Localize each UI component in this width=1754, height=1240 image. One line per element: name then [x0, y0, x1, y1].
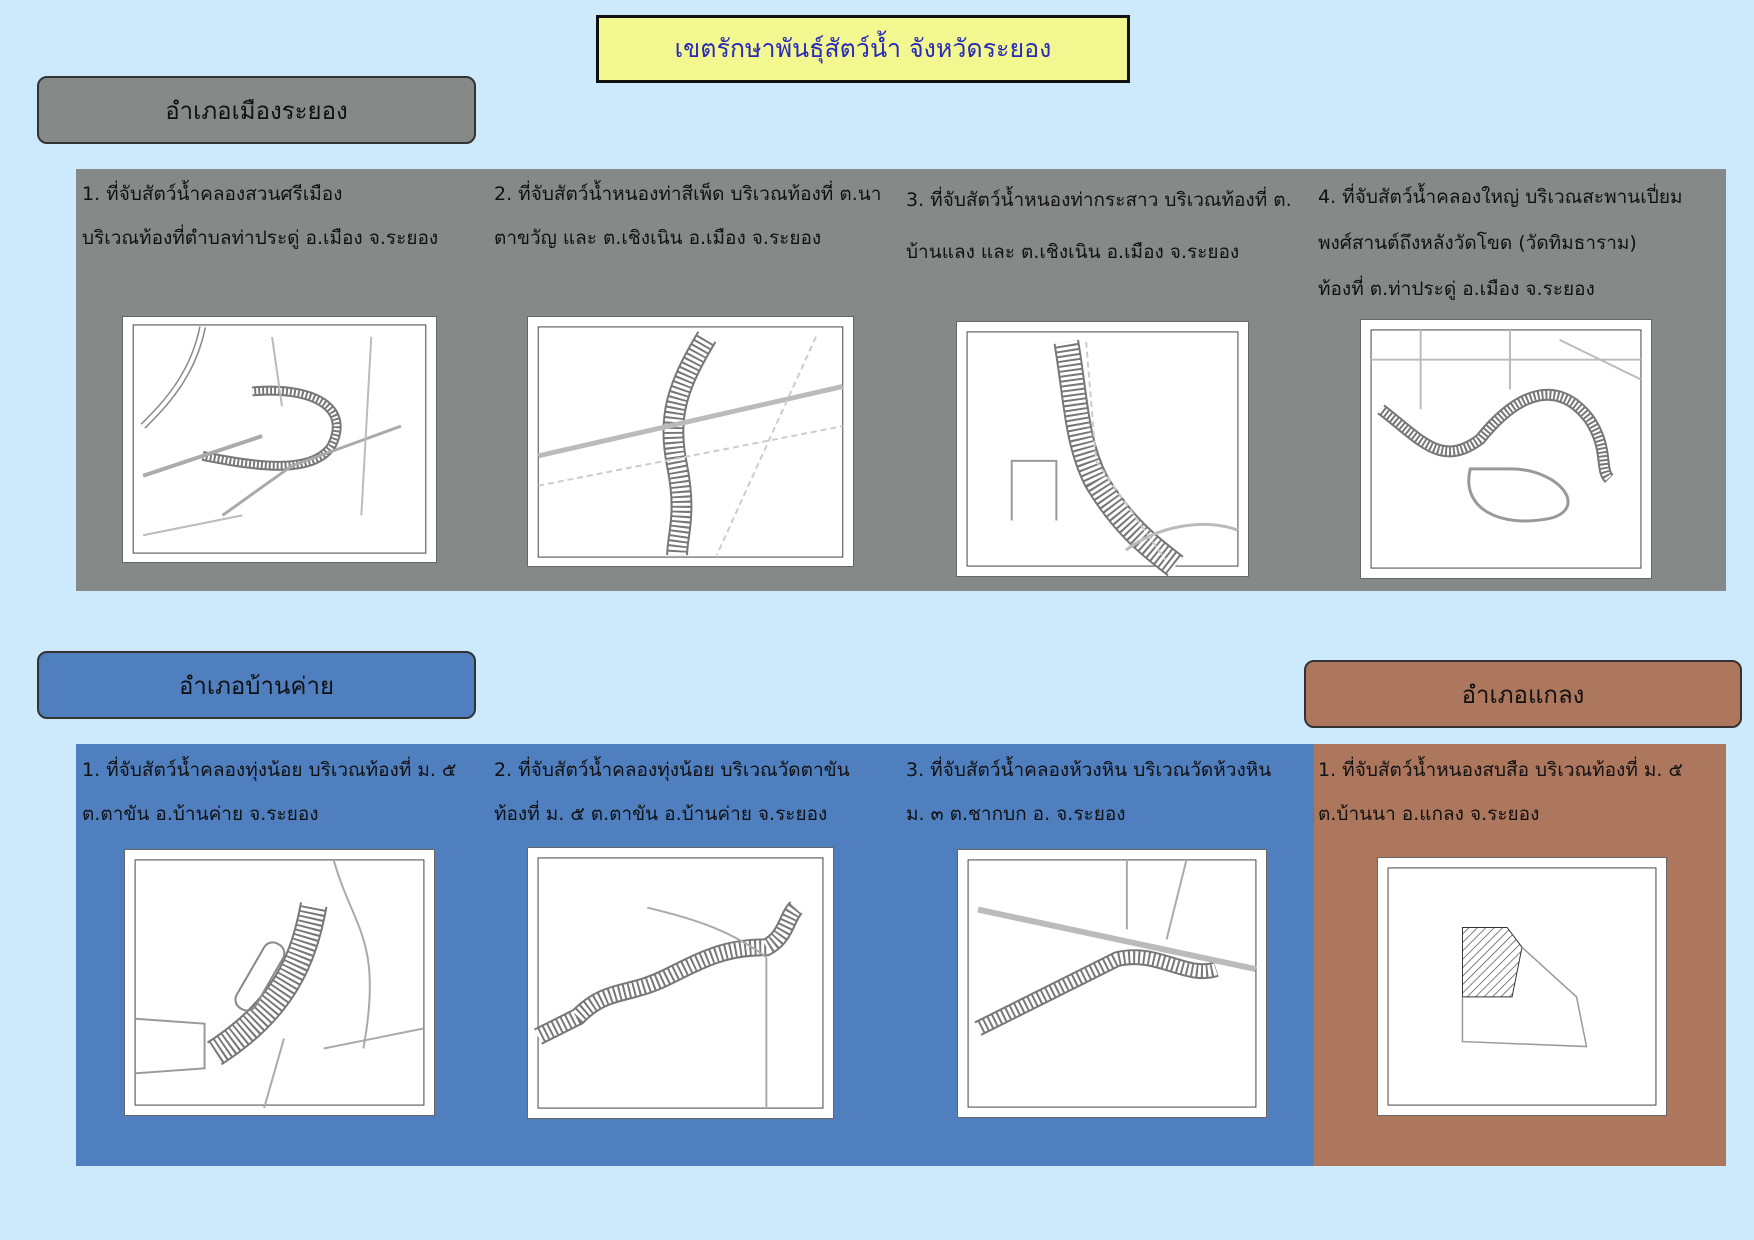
map-drawing: [1361, 320, 1651, 578]
map-klaeng-1: [1377, 857, 1667, 1116]
map-muang-1: [122, 316, 437, 563]
klaeng-item-1: [1318, 748, 1683, 836]
bankhai-item-2: [494, 748, 850, 836]
muang-item-4: [1318, 174, 1682, 312]
map-bankhai-2: [527, 847, 834, 1119]
map-drawing: [123, 317, 436, 562]
item-line: ต.ตาขัน อ.บ้านค่าย จ.ระยอง: [82, 803, 319, 825]
item-line: ตาขวัญ และ ต.เชิงเนิน อ.เมือง จ.ระยอง: [494, 227, 822, 249]
item-line: ท้องที่ ม. ๕ ต.ตาขัน อ.บ้านค่าย จ.ระยอง: [494, 803, 828, 825]
item-line: 1. ที่จับสัตว์น้ำหนองสบสือ บริเวณท้องที่ ม. ๕: [1318, 759, 1683, 781]
map-bankhai-3: [957, 849, 1267, 1118]
muang-item-1: [82, 172, 438, 260]
district-label-bankhai: อำเภอบ้านค่าย: [37, 651, 476, 719]
district-label-muang: อำเภอเมืองระยอง: [37, 76, 476, 144]
item-line: 3. ที่จับสัตว์น้ำคลองห้วงหิน บริเวณวัดห้วงหิน: [906, 759, 1272, 781]
map-bankhai-1: [124, 849, 435, 1116]
bankhai-item-1: [82, 748, 456, 836]
item-line: บริเวณท้องที่ตำบลท่าประดู่ อ.เมือง จ.ระยอง: [82, 227, 439, 249]
item-line: 1. ที่จับสัตว์น้ำคลองสวนศรีเมือง: [82, 183, 343, 205]
map-drawing: [125, 850, 434, 1115]
item-line: 2. ที่จับสัตว์น้ำคลองทุ่งน้อย บริเวณวัดตาขัน: [494, 759, 850, 781]
page-title: เขตรักษาพันธุ์สัตว์น้ำ จังหวัดระยอง: [596, 15, 1130, 83]
map-muang-3: [956, 321, 1249, 577]
map-drawing: [528, 848, 833, 1118]
item-line: พงศ์สานต์ถึงหลังวัดโขด (วัดทิมธาราม): [1318, 232, 1637, 254]
item-line: 4. ที่จับสัตว์น้ำคลองใหญ่ บริเวณสะพานเปี่ยม: [1318, 186, 1683, 208]
map-drawing: [528, 317, 853, 566]
map-drawing: [1378, 858, 1666, 1115]
item-line: บ้านแลง และ ต.เชิงเนิน อ.เมือง จ.ระยอง: [906, 241, 1240, 263]
item-line: ท้องที่ ต.ท่าประดู่ อ.เมือง จ.ระยอง: [1318, 278, 1595, 300]
item-line: 1. ที่จับสัตว์น้ำคลองทุ่งน้อย บริเวณท้องที่ ม. ๕: [82, 759, 457, 781]
item-line: ต.บ้านนา อ.แกลง จ.ระยอง: [1318, 803, 1540, 825]
district-label-klaeng: อำเภอแกลง: [1304, 660, 1742, 728]
map-muang-2: [527, 316, 854, 567]
muang-item-3: [906, 174, 1292, 278]
map-drawing: [957, 322, 1248, 576]
item-line: 3. ที่จับสัตว์น้ำหนองท่ากระสาว บริเวณท้องที่ ต.: [906, 189, 1292, 211]
map-muang-4: [1360, 319, 1652, 579]
item-line: ม. ๓ ต.ชากบก อ. จ.ระยอง: [906, 803, 1126, 825]
map-drawing: [958, 850, 1266, 1117]
muang-item-2: [494, 172, 881, 260]
bankhai-item-3: [906, 748, 1271, 836]
item-line: 2. ที่จับสัตว์น้ำหนองท่าสีเพ็ด บริเวณท้องที่ ต.นา: [494, 183, 882, 205]
